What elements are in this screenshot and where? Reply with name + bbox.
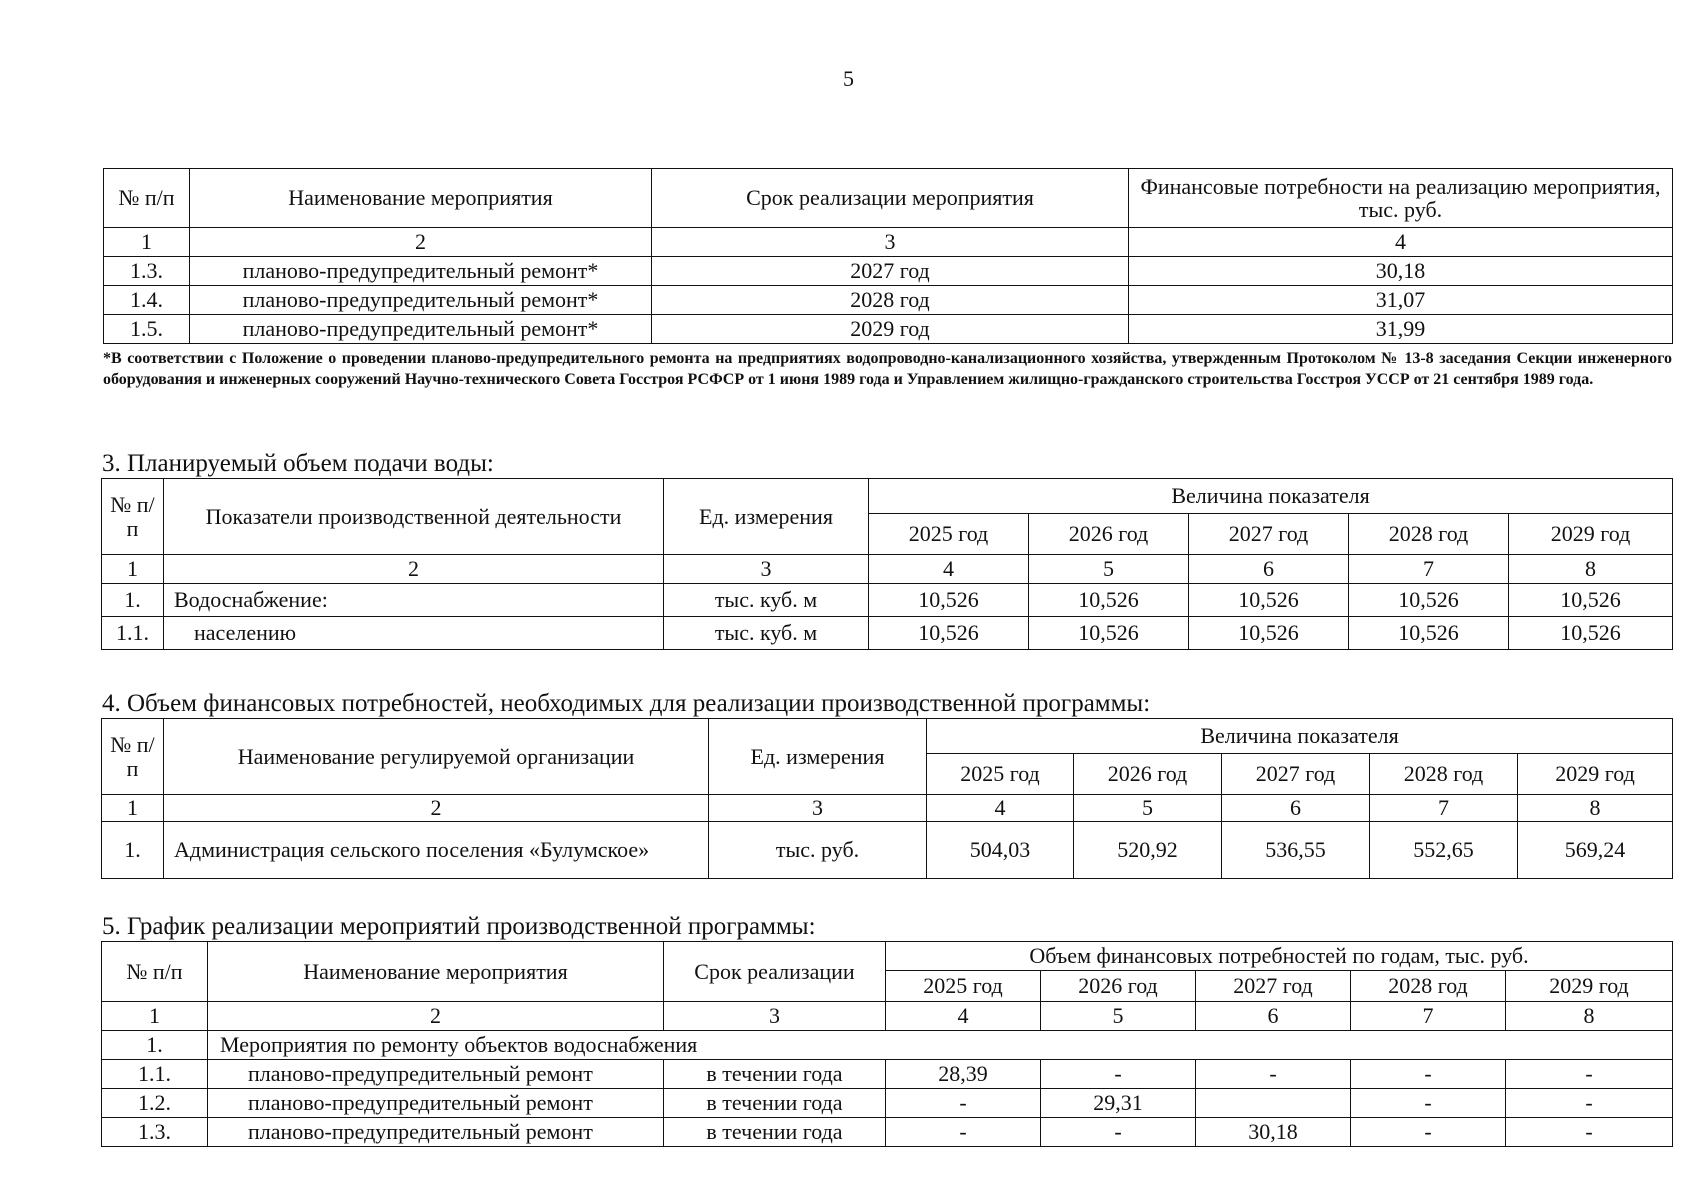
- row-number: 1.4.: [104, 286, 190, 315]
- section-4-title: 4. Объем финансовых потребностей, необходимых для реализации производственной программы:: [102, 690, 1151, 717]
- table-row: [102, 1118, 1673, 1147]
- value-cell: -: [1506, 1118, 1673, 1147]
- column-number: 1: [102, 795, 164, 822]
- water-supply-volume-table: [101, 478, 1673, 650]
- value-cell: -: [1196, 1060, 1351, 1089]
- indicator-name: Водоснабжение:: [164, 584, 664, 617]
- unit: тыс. руб.: [709, 822, 927, 879]
- year-header: 2028 год: [1351, 971, 1506, 1002]
- year-header: 2027 год: [1222, 754, 1370, 795]
- header-cell: № п/п: [102, 719, 164, 795]
- value-cell: 520,92: [1074, 822, 1222, 879]
- column-number-row: [102, 795, 1673, 822]
- header-cell: Величина показателя: [869, 479, 1673, 514]
- measure-finance: 31,07: [1129, 286, 1673, 315]
- column-number: 5: [1074, 795, 1222, 822]
- page-number: 5: [843, 66, 854, 91]
- value-cell: -: [1041, 1060, 1196, 1089]
- table-header-row: [104, 169, 1673, 228]
- group-name: Мероприятия по ремонту объектов водоснабжения: [208, 1031, 1673, 1060]
- column-number: 1: [104, 228, 190, 257]
- column-number: 7: [1370, 795, 1518, 822]
- column-number: 3: [652, 228, 1129, 257]
- unit: тыс. куб. м: [664, 617, 869, 650]
- year-header: 2026 год: [1029, 514, 1189, 555]
- year-header: 2026 год: [1041, 971, 1196, 1002]
- header-cell: Величина показателя: [927, 719, 1673, 754]
- value-cell: -: [1351, 1089, 1506, 1118]
- measure-term: 2028 год: [652, 286, 1129, 315]
- year-header: 2025 год: [869, 514, 1029, 555]
- row-number: 1.3.: [102, 1118, 208, 1147]
- row-number: 1.5.: [104, 315, 190, 344]
- header-cell: № п/п: [102, 942, 208, 1002]
- table-row: [102, 1089, 1673, 1118]
- value-cell: -: [886, 1118, 1041, 1147]
- header-cell: Объем финансовых потребностей по годам, тыс. руб.: [886, 942, 1673, 971]
- value-cell: 10,526: [1349, 584, 1509, 617]
- column-number-row: [102, 1002, 1673, 1031]
- measure-name: планово-предупредительный ремонт*: [190, 315, 652, 344]
- table-row: [102, 584, 1673, 617]
- header-cell: Показатели производственной деятельности: [164, 479, 664, 555]
- column-number: 2: [208, 1002, 664, 1031]
- value-cell: 30,18: [1196, 1118, 1351, 1147]
- measure-term: 2029 год: [652, 315, 1129, 344]
- footnote: *В соответствии с Положение о проведении планово-предупредительного ремонта на предприятиях водопроводно-канализационного хозяйства, утвержденным Протоколом № 13-8 заседания Секции инженерного оборудования и инженерных сооружений Научно-технического Совета Госстроя РСФСР от 1 июня 1989 года и Управлением жилищно-гражданского строительства Госстроя УССР от 21 сентября 1989 года.: [103, 350, 1672, 389]
- measure-finance: 30,18: [1129, 257, 1673, 286]
- header-cell: Наименование мероприятия: [190, 169, 652, 228]
- year-header: 2026 год: [1074, 754, 1222, 795]
- value-cell: -: [1351, 1060, 1506, 1089]
- organization-name: Администрация сельского поселения «Булумское»: [164, 822, 709, 879]
- column-number: 6: [1189, 555, 1349, 584]
- measure-name: планово-предупредительный ремонт: [208, 1089, 664, 1118]
- value-cell: -: [886, 1089, 1041, 1118]
- section-3-title: 3. Планируемый объем подачи воды:: [102, 450, 494, 477]
- value-cell: 536,55: [1222, 822, 1370, 879]
- value-cell: 552,65: [1370, 822, 1518, 879]
- column-number: 2: [164, 555, 664, 584]
- value-cell: 10,526: [1029, 584, 1189, 617]
- column-number: 8: [1509, 555, 1673, 584]
- header-cell: Финансовые потребности на реализацию мероприятия, тыс. руб.: [1129, 169, 1673, 228]
- value-cell: 10,526: [869, 617, 1029, 650]
- header-cell: Срок реализации мероприятия: [652, 169, 1129, 228]
- value-cell: 10,526: [1349, 617, 1509, 650]
- table-header-row: [102, 942, 1673, 971]
- row-number: 1.3.: [104, 257, 190, 286]
- value-cell: 569,24: [1518, 822, 1673, 879]
- column-number: 3: [664, 1002, 886, 1031]
- measure-term: в течении года: [664, 1089, 886, 1118]
- table-row: [104, 315, 1673, 344]
- measure-name: планово-предупредительный ремонт: [208, 1118, 664, 1147]
- column-number: 4: [886, 1002, 1041, 1031]
- year-header: 2028 год: [1349, 514, 1509, 555]
- measure-term: в течении года: [664, 1118, 886, 1147]
- column-number: 8: [1518, 795, 1673, 822]
- year-header: 2029 год: [1518, 754, 1673, 795]
- year-header: 2028 год: [1370, 754, 1518, 795]
- header-cell: Ед. измерения: [664, 479, 869, 555]
- header-cell: Наименование мероприятия: [208, 942, 664, 1002]
- header-cell: Ед. измерения: [709, 719, 927, 795]
- column-number-row: [102, 555, 1673, 584]
- header-cell: № п/п: [104, 169, 190, 228]
- table-header-row: [102, 719, 1673, 754]
- year-header: 2025 год: [927, 754, 1074, 795]
- schedule-table: [101, 941, 1673, 1147]
- row-number: 1.1.: [102, 1060, 208, 1089]
- year-header: 2029 год: [1509, 514, 1673, 555]
- header-cell: Наименование регулируемой организации: [164, 719, 709, 795]
- value-cell: 10,526: [1509, 617, 1673, 650]
- row-number: 1.2.: [102, 1089, 208, 1118]
- row-number: 1.1.: [102, 617, 164, 650]
- value-cell: -: [1351, 1118, 1506, 1147]
- column-number: 1: [102, 555, 164, 584]
- value-cell: 10,526: [869, 584, 1029, 617]
- column-number: 3: [709, 795, 927, 822]
- column-number: 5: [1029, 555, 1189, 584]
- table-row: [104, 286, 1673, 315]
- financial-needs-table: [101, 718, 1673, 879]
- value-cell: -: [1506, 1089, 1673, 1118]
- column-number: 6: [1196, 1002, 1351, 1031]
- table-row: [102, 617, 1673, 650]
- column-number: 8: [1506, 1002, 1673, 1031]
- column-number-row: [104, 228, 1673, 257]
- measure-name: планово-предупредительный ремонт*: [190, 257, 652, 286]
- measure-term: в течении года: [664, 1060, 886, 1089]
- column-number: 1: [102, 1002, 208, 1031]
- column-number: 2: [190, 228, 652, 257]
- column-number: 4: [927, 795, 1074, 822]
- measures-continuation-table: [103, 168, 1673, 344]
- value-cell: 10,526: [1029, 617, 1189, 650]
- header-cell: № п/п: [102, 479, 164, 555]
- row-number: 1.: [102, 584, 164, 617]
- table-header-row: [102, 479, 1673, 514]
- section-5-title: 5. График реализации мероприятий производственной программы:: [102, 913, 816, 940]
- table-row: [102, 822, 1673, 879]
- value-cell: -: [1506, 1060, 1673, 1089]
- measure-name: планово-предупредительный ремонт: [208, 1060, 664, 1089]
- group-row: [102, 1031, 1673, 1060]
- column-number: 7: [1351, 1002, 1506, 1031]
- value-cell: 10,526: [1189, 617, 1349, 650]
- value-cell: 504,03: [927, 822, 1074, 879]
- unit: тыс. куб. м: [664, 584, 869, 617]
- year-header: 2029 год: [1506, 971, 1673, 1002]
- year-header: 2025 год: [886, 971, 1041, 1002]
- row-number: 1.: [102, 1031, 208, 1060]
- value-cell: 10,526: [1509, 584, 1673, 617]
- measure-term: 2027 год: [652, 257, 1129, 286]
- column-number: 3: [664, 555, 869, 584]
- column-number: 7: [1349, 555, 1509, 584]
- value-cell: 29,31: [1041, 1089, 1196, 1118]
- year-header: 2027 год: [1196, 971, 1351, 1002]
- table-row: [102, 1060, 1673, 1089]
- value-cell: 28,39: [886, 1060, 1041, 1089]
- column-number: 4: [869, 555, 1029, 584]
- measure-name: планово-предупредительный ремонт*: [190, 286, 652, 315]
- header-cell: Срок реализации: [664, 942, 886, 1002]
- value-cell: [1196, 1089, 1351, 1118]
- measure-finance: 31,99: [1129, 315, 1673, 344]
- table-row: [104, 257, 1673, 286]
- column-number: 4: [1129, 228, 1673, 257]
- value-cell: -: [1041, 1118, 1196, 1147]
- year-header: 2027 год: [1189, 514, 1349, 555]
- column-number: 6: [1222, 795, 1370, 822]
- row-number: 1.: [102, 822, 164, 879]
- indicator-name: населению: [164, 617, 664, 650]
- column-number: 2: [164, 795, 709, 822]
- value-cell: 10,526: [1189, 584, 1349, 617]
- column-number: 5: [1041, 1002, 1196, 1031]
